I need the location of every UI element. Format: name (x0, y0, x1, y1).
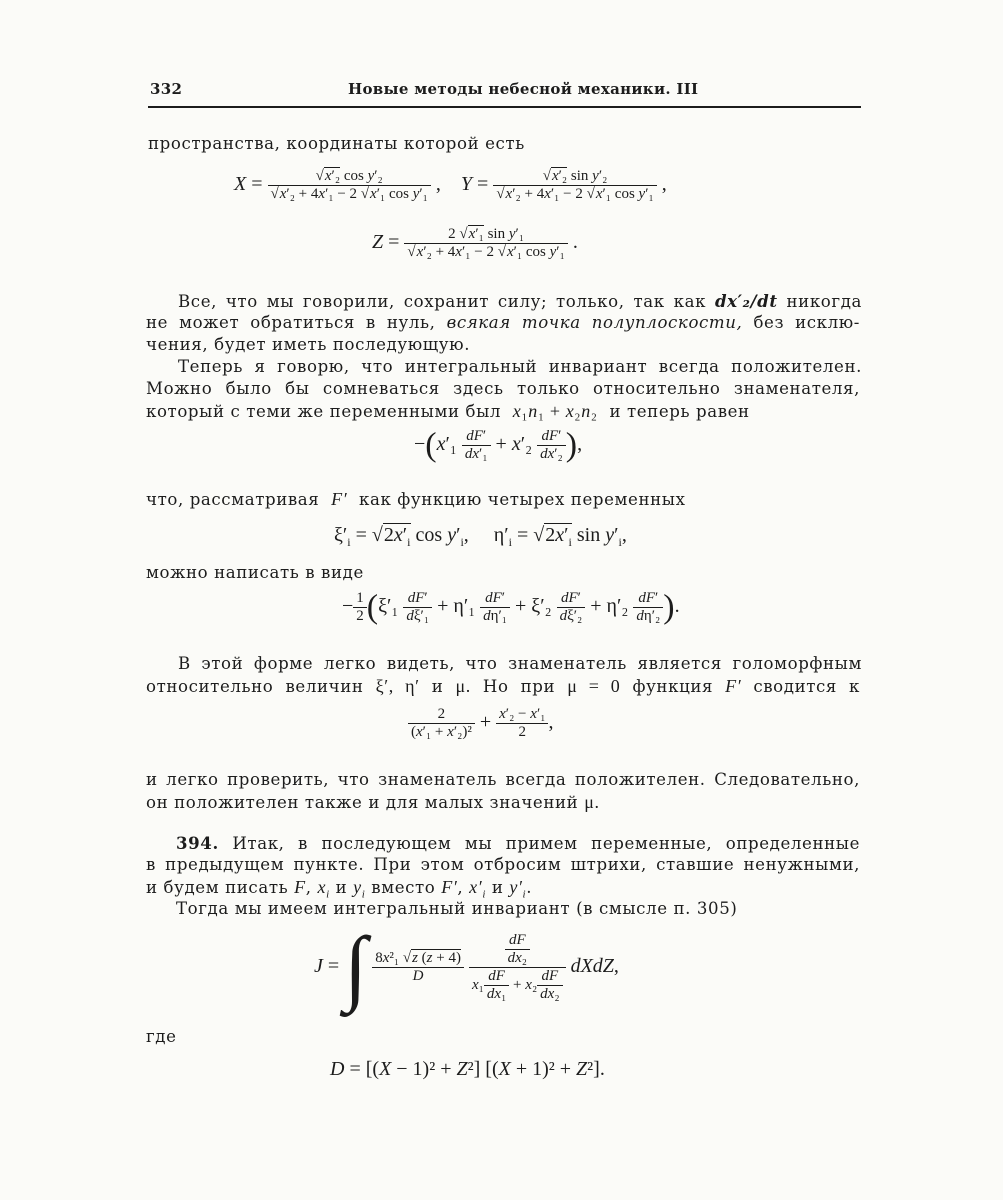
paragraph-line: В этой форме легко видеть, что знаменатель является голоморфным (178, 654, 862, 673)
paragraph-line: не может обратиться в нуль, всякая точка полуплоскости, без исклю- (146, 313, 861, 332)
paragraph-line: относительно величин ξ′, η′ и μ. Но при μ = 0 функция F′ сводится к (146, 676, 861, 696)
paragraph-line: Можно было бы сомневаться здесь только относительно знаменателя, (146, 379, 860, 398)
section-number: 394. (176, 833, 219, 853)
paragraph-line: он положителен также и для малых значений μ. (146, 792, 600, 812)
paragraph-line: чения, будет иметь последующую. (146, 335, 471, 354)
equation-x-y: X = $\frac{\text{√x′₂ cos y′₂}}{\text{√x′₂ + 4x′₁ − 2 √x′₁ cos y′₁}}$ , Y = $\frac{\text{√x′₂ sin y′₂}}{\text{√x′₂ + 4x′₁ − 2 √x′₁ cos y′₁}}$ , (234, 168, 667, 202)
equation-holomorphic-form: − $\frac{1}{2}$ (ξ′₁ $\frac{dF'}{\text{dξ′₁}}$ + η′₁ $\frac{dF'}{\text{dη′₁}}$ + ξ′₂ $\frac{dF'}{\text{dξ′₂}}$ + η′₂ $\frac{dF'}{\text{dη′₂}}$ ). (342, 588, 680, 626)
paragraph-line: Тогда мы имеем интегральный инвариант (в смысле п. 305) (176, 899, 738, 918)
paragraph-line: который с теми же переменными был x₁n₁ + x₂n₂ и теперь равен (146, 401, 750, 421)
paragraph-line: и легко проверить, что знаменатель всегда положителен. Следовательно, (146, 770, 860, 789)
paragraph-line: где (146, 1027, 177, 1046)
section-394-line: 394. Итак, в последующем мы примем переменные, определенные (176, 833, 860, 853)
paragraph-line: Все, что мы говорили, сохранит силу; только, так как dx′₂/dt никогда (178, 291, 863, 311)
equation-d: D = [(X − 1)² + Z²] [(X + 1)² + Z²]. (330, 1058, 605, 1080)
paragraph-line: и будем писать F, $x_i$ и $y_i$ вместо F′, $x'_i$ и $y'_i$. (146, 877, 533, 901)
paragraph-line: в предыдущем пункте. При этом отбросим штрихи, ставшие ненужными, (146, 855, 860, 874)
paragraph-line: что, рассматривая F′ как функцию четырех переменных (146, 489, 686, 509)
paragraph-line: Теперь я говорю, что интегральный инвариант всегда положителен. (178, 357, 862, 376)
equation-z: Z = $\frac{\text{2 √x′₁ sin y′₁}}{\text{√x′₂ + 4x′₁ − 2 √x′₁ cos y′₁}}$ . (372, 226, 578, 260)
equation-integral-invariant: J = ∫ $\frac{\text{8x²₁ √z (z + 4)}}{D}$ $\frac{dF}{\text{dx₂}}$ x₁ $\frac{dF}{\text{dx₁}}$ + x₂ $\frac{dF}{\text{dx₂}}$ dXdZ, (314, 920, 619, 1014)
paragraph-line: пространства, координаты которой есть (148, 134, 525, 153)
running-title: Новые методы небесной механики. III (348, 80, 699, 98)
equation-xi-eta: $\xi'_i = √2x'_i$ $\cos y'_i$, $\eta'_i = √2x'_i$ $\sin y'_i$, (334, 524, 627, 549)
equation-limit-form: $\frac{2}{\text{(x′₁ + x′₂)²}}$ + $\frac{\text{x′₂ − x′₁}}{2}$ , (408, 706, 553, 741)
equation-denominator: −(x′₁ $\frac{dF'}{\text{dx′₁}}$ + x′₂ $\frac{dF'}{\text{dx′₂}}$ ), (414, 426, 583, 464)
page-number: 332 (150, 80, 183, 98)
header-rule (148, 106, 861, 108)
paragraph-line: можно написать в виде (146, 563, 364, 582)
